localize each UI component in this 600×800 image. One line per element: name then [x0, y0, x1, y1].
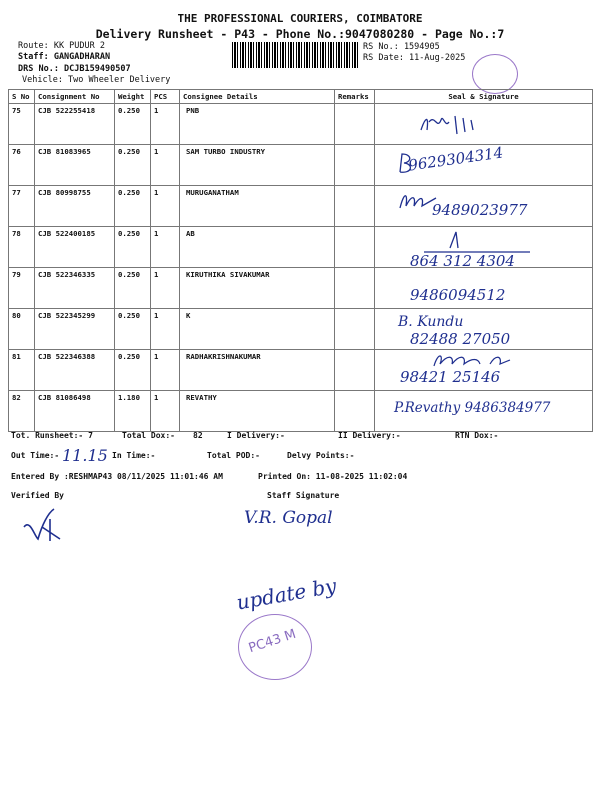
- office-stamp-text: PC43 M: [246, 626, 298, 657]
- phone-row-79-a: 864 312 4304: [410, 252, 515, 270]
- cell-sno: 76: [9, 145, 35, 186]
- staff-signature-label: Staff Signature: [267, 491, 340, 500]
- cell-pcs: 1: [151, 186, 180, 227]
- cell-sno: 75: [9, 104, 35, 145]
- printed-on: Printed On: 11-08-2025 11:02:04: [258, 472, 408, 481]
- out-time-label: Out Time:-: [11, 451, 60, 460]
- cell-pcs: 1: [151, 145, 180, 186]
- cell-consignee: PNB: [180, 104, 335, 145]
- table-header: [9, 90, 593, 104]
- signature-row-75: [415, 108, 505, 138]
- cell-weight: 0.250: [115, 186, 151, 227]
- total-dox-value: 82: [193, 431, 203, 440]
- phone-row-80: 82488 27050: [410, 330, 511, 348]
- col-seal-signature: Seal & Signature: [375, 90, 593, 104]
- barcode: [232, 42, 358, 68]
- ii-delivery: II Delivery:-: [338, 431, 401, 440]
- rs-date: RS Date: 11-Aug-2025: [363, 53, 466, 63]
- cell-consignment: CJB 80998755: [35, 186, 115, 227]
- cell-consignee: K: [180, 309, 335, 350]
- signature-row-82: P.Revathy 9486384977: [394, 400, 551, 416]
- cell-sno: 77: [9, 186, 35, 227]
- rtn-dox: RTN Dox:-: [455, 431, 499, 440]
- runsheet-title: Delivery Runsheet - P43 - Phone No.:9047080280 - Page No.:7: [95, 27, 505, 41]
- cell-consignee: MURUGANATHAM: [180, 186, 335, 227]
- update-by-note: update by: [234, 573, 339, 615]
- cell-remarks: [335, 186, 375, 227]
- cell-remarks: [335, 104, 375, 145]
- cell-consignment: CJB 81086498: [35, 391, 115, 432]
- cell-pcs: 1: [151, 391, 180, 432]
- cell-consignment: CJB 522346388: [35, 350, 115, 391]
- cell-sno: 82: [9, 391, 35, 432]
- round-stamp: [472, 54, 518, 94]
- cell-remarks: [335, 350, 375, 391]
- cell-sno: 78: [9, 227, 35, 268]
- drs-number: DRS No.: DCJB159490507: [18, 64, 131, 74]
- cell-pcs: 1: [151, 350, 180, 391]
- name-row-80: B. Kundu: [398, 314, 464, 330]
- cell-weight: 1.180: [115, 391, 151, 432]
- cell-remarks: [335, 145, 375, 186]
- cell-remarks: [335, 309, 375, 350]
- cell-pcs: 1: [151, 227, 180, 268]
- cell-weight: 0.250: [115, 145, 151, 186]
- total-dox-label: Total Dox:-: [122, 431, 175, 440]
- cell-weight: 0.250: [115, 268, 151, 309]
- cell-consignee: RADHAKRISHNAKUMAR: [180, 350, 335, 391]
- cell-remarks: [335, 391, 375, 432]
- cell-pcs: 1: [151, 268, 180, 309]
- vehicle: Vehicle: Two Wheeler Delivery: [22, 75, 171, 85]
- i-delivery: I Delivery:-: [227, 431, 285, 440]
- cell-remarks: [335, 268, 375, 309]
- phone-row-79-b: 9486094512: [410, 286, 506, 304]
- phone-row-77: 9489023977: [432, 201, 528, 219]
- cell-sno: 81: [9, 350, 35, 391]
- phone-row-76: 9629304314: [407, 143, 505, 175]
- verified-by-signature: [20, 505, 70, 545]
- cell-consignee: AB: [180, 227, 335, 268]
- col-sno: S No: [9, 90, 35, 104]
- company-name: THE PROFESSIONAL COURIERS, COIMBATORE: [177, 12, 423, 25]
- col-consignee: Consignee Details: [180, 90, 335, 104]
- entered-by: Entered By :RESHMAP43 08/11/2025 11:01:46 AM: [11, 472, 223, 481]
- out-time-value: 11.15: [62, 446, 108, 465]
- cell-consignment: CJB 522400185: [35, 227, 115, 268]
- cell-remarks: [335, 227, 375, 268]
- cell-weight: 0.250: [115, 104, 151, 145]
- col-pcs: PCS: [151, 90, 180, 104]
- cell-weight: 0.250: [115, 227, 151, 268]
- phone-row-81: 98421 25146: [400, 368, 501, 386]
- cell-weight: 0.250: [115, 309, 151, 350]
- cell-pcs: 1: [151, 104, 180, 145]
- col-remarks: Remarks: [335, 90, 375, 104]
- cell-sno: 80: [9, 309, 35, 350]
- total-pod-label: Total POD:-: [207, 451, 260, 460]
- verified-by-label: Verified By: [11, 491, 64, 500]
- cell-consignee: SAM TURBO INDUSTRY: [180, 145, 335, 186]
- cell-consignment: CJB 522346335: [35, 268, 115, 309]
- delvy-points-label: Delvy Points:-: [287, 451, 355, 460]
- tot-runsheet: Tot. Runsheet:- 7: [11, 431, 93, 440]
- table-row: [9, 145, 593, 186]
- col-weight: Weight: [115, 90, 151, 104]
- cell-consignment: CJB 81083965: [35, 145, 115, 186]
- route: Route: KK PUDUR 2: [18, 41, 105, 51]
- cell-weight: 0.250: [115, 350, 151, 391]
- rs-number: RS No.: 1594905: [363, 42, 440, 52]
- staff: Staff: GANGADHARAN: [18, 52, 111, 62]
- cell-consignment: CJB 522345299: [35, 309, 115, 350]
- col-consignment: Consignment No: [35, 90, 115, 104]
- cell-consignee: REVATHY: [180, 391, 335, 432]
- cell-consignee: KIRUTHIKA SIVAKUMAR: [180, 268, 335, 309]
- cell-pcs: 1: [151, 309, 180, 350]
- in-time-label: In Time:-: [112, 451, 156, 460]
- staff-signature: V.R. Gopal: [244, 508, 333, 528]
- cell-sno: 79: [9, 268, 35, 309]
- cell-consignment: CJB 522255418: [35, 104, 115, 145]
